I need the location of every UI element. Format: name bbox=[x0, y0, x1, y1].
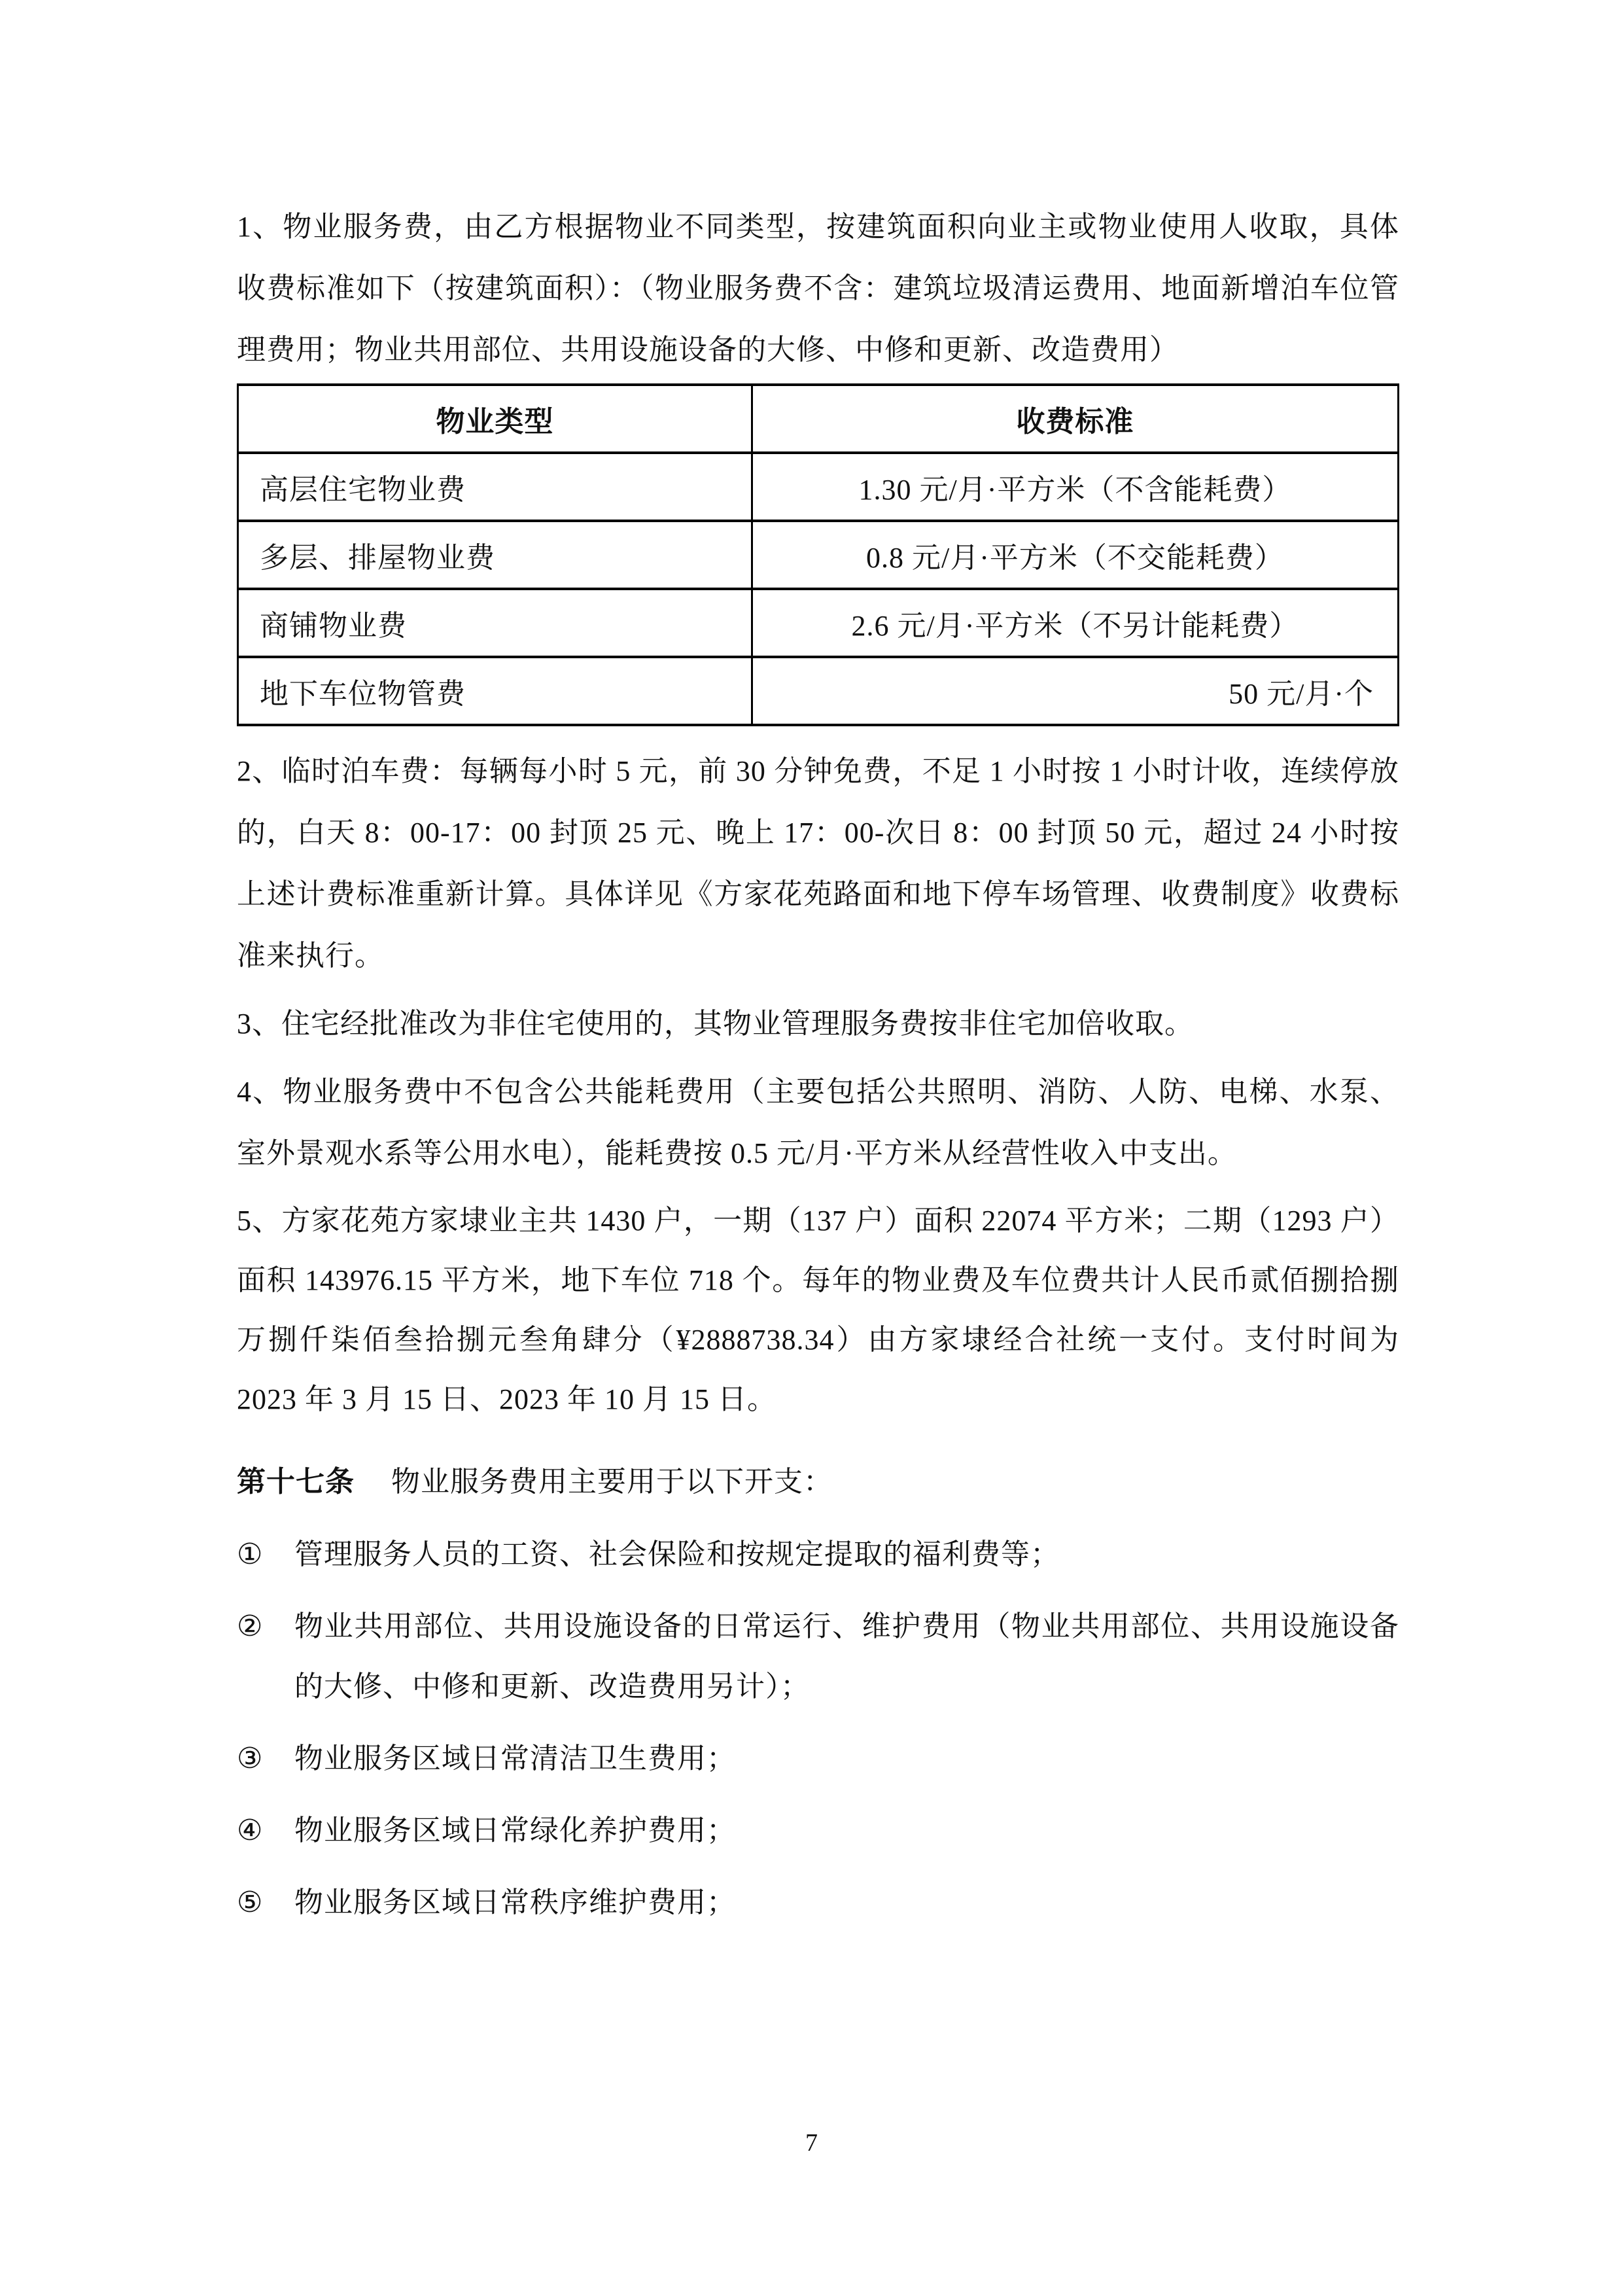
paragraph-temporary-parking: 2、临时泊车费：每辆每小时 5 元，前 30 分钟免费，不足 1 小时按 1 小时计收，连续停放的，白天 8：00-17：00 封顶 25 元、晚上 17：00-次日 8：00 封顶 50 元，超过 24 小时按上述计费标准重新计算。具体详见《方家花苑路面和地下停车场管理、收费制度》收费标准来执行。 bbox=[237, 755, 1399, 972]
page-number: 7 bbox=[805, 2129, 818, 2157]
list-item-marker: ⑤ bbox=[237, 1886, 264, 1918]
list-item-marker: ① bbox=[237, 1538, 264, 1570]
paragraph-non-residential: 3、住宅经批准改为非住宅使用的，其物业管理服务费按非住宅加倍收取。 bbox=[237, 1008, 1194, 1040]
cell-property-type: 高层住宅物业费 bbox=[238, 453, 752, 521]
cell-fee-standard: 2.6 元/月·平方米（不另计能耗费） bbox=[752, 589, 1398, 657]
paragraph-fee-overview: 1、物业服务费，由乙方根据物业不同类型，按建筑面积向业主或物业使用人收取，具体收费标准如下（按建筑面积）：（物业服务费不含：建筑垃圾清运费用、地面新增泊车位管理费用；物业共用部位、共用设施设备的大修、中修和更新、改造费用） bbox=[237, 211, 1399, 366]
list-item-text: 物业服务区域日常清洁卫生费用； bbox=[294, 1742, 736, 1775]
list-item-marker: ② bbox=[237, 1610, 264, 1642]
list-item-text: 管理服务人员的工资、社会保险和按规定提取的福利费等； bbox=[294, 1538, 1060, 1570]
list-item-marker: ③ bbox=[237, 1742, 264, 1775]
table-header-row bbox=[238, 385, 1399, 453]
cell-fee-standard: 50 元/月·个 bbox=[752, 657, 1398, 725]
cell-fee-standard: 0.8 元/月·平方米（不交能耗费） bbox=[752, 521, 1398, 589]
column-header-property-type: 物业类型 bbox=[238, 385, 752, 453]
cell-property-type: 多层、排屋物业费 bbox=[238, 521, 752, 589]
list-item bbox=[237, 1525, 1399, 1585]
cell-property-type: 地下车位物管费 bbox=[238, 657, 752, 725]
article-17-label: 第十七条 bbox=[237, 1466, 355, 1498]
article-17-heading bbox=[237, 1451, 1399, 1513]
column-header-fee-standard: 收费标准 bbox=[752, 385, 1398, 453]
table-row bbox=[238, 589, 1399, 657]
cell-fee-standard: 1.30 元/月·平方米（不含能耗费） bbox=[752, 453, 1398, 521]
paragraph-energy-cost: 4、物业服务费中不包含公共能耗费用（主要包括公共照明、消防、人防、电梯、水泵、室外景观水系等公用水电），能耗费按 0.5 元/月·平方米从经营性收入中支出。 bbox=[237, 1076, 1399, 1169]
list-item bbox=[237, 1801, 1399, 1861]
paragraph-payment-summary: 5、方家花苑方家埭业主共 1430 户，一期（137 户）面积 22074 平方米；二期（1293 户）面积 143976.15 平方米，地下车位 718 个。每年的物业费及车位费共计人民币贰佰捌拾捌万捌仟柒佰叁拾捌元叁角肆分（¥2888738.34）由方家埭经合社统一支付。支付时间为 2023 年 3 月 15 日、2023 年 10 月 15 日。 bbox=[237, 1205, 1399, 1415]
article-17-intro: 物业服务费用主要用于以下开支： bbox=[391, 1466, 833, 1498]
table-row bbox=[238, 453, 1399, 521]
table-row bbox=[238, 657, 1399, 725]
list-item bbox=[237, 1729, 1399, 1789]
list-item bbox=[237, 1873, 1399, 1933]
list-item-marker: ④ bbox=[237, 1814, 264, 1846]
cell-property-type: 商铺物业费 bbox=[238, 589, 752, 657]
list-item-text: 物业共用部位、共用设施设备的日常运行、维护费用（物业共用部位、共用设施设备的大修、中修和更新、改造费用另计）； bbox=[294, 1610, 1399, 1703]
fee-standard-table bbox=[237, 383, 1399, 726]
list-item-text: 物业服务区域日常秩序维护费用； bbox=[294, 1886, 736, 1918]
list-item-text: 物业服务区域日常绿化养护费用； bbox=[294, 1814, 736, 1846]
list-item bbox=[237, 1597, 1399, 1717]
table-row bbox=[238, 521, 1399, 589]
